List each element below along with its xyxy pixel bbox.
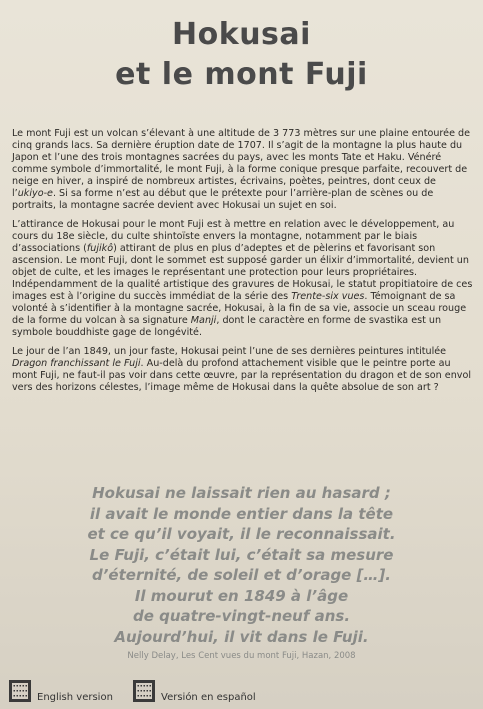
- italic-text-run: Manji: [190, 315, 217, 326]
- italic-text-run: Dragon franchissant le Fuji: [12, 358, 141, 369]
- text-run: . Témoignant de sa volonté à s’identifier à la montagne sacrée, Hokusai, à la fin de sa vie, associe un sceau rouge de la forme du volcan à sa signature: [12, 291, 467, 326]
- quote-line: il avait le monde entier dans la tête: [89, 504, 394, 523]
- quote-line: Il mourut en 1849 à l’âge: [134, 586, 349, 605]
- italic-text-run: ukiyo-e: [17, 188, 53, 199]
- italic-text-run: fujikô: [86, 243, 114, 254]
- quote-block: [0, 483, 483, 647]
- paragraph-1: [12, 128, 474, 212]
- qr-code-spanish-icon[interactable]: [133, 680, 155, 702]
- quote-line: d’éternité, de soleil et d’orage […].: [92, 566, 391, 584]
- panel-title-line-1: Hokusai: [172, 17, 311, 52]
- italic-text-run: Trente-six vues: [291, 291, 365, 302]
- text-run: Le mont Fuji est un volcan s’élevant à une altitude de 3 773 mètres sur une plaine entourée de cinq grands lacs. Sa dernière éruption date de 1707. Il s’agit de la montagne la plus haute du Japon et l’une des trois montagnes sacrées du pays, avec les monts Tate et Haku. Vénéré comme symbole d’immortalité, le mont Fuji, à la forme conique presque parfaite, recouvert de neige en hiver, a inspiré de nombreux artistes, écrivains, poètes, peintres, dont ceux de l’: [12, 128, 471, 199]
- text-run: L’attirance de Hokusai pour le mont Fuji est à mettre en relation avec le développement, au cours du 18e siècle, du culte shintoïste envers la montagne, notamment par le biais d’associations (: [12, 219, 455, 254]
- english-version-link[interactable]: English version: [37, 692, 113, 703]
- text-run: . Si sa forme n’est au début que le prétexte pour l’arrière-plan de scènes ou de portraits, la montagne sacrée devient avec Hokusai un sujet en soi.: [12, 188, 434, 211]
- panel-title-line-2: et le mont Fuji: [115, 57, 368, 92]
- quote-line: de quatre-vingt-neuf ans.: [132, 607, 351, 625]
- text-run: , dont le caractère en forme de svastika est un symbole bouddhiste gage de longévité.: [12, 315, 442, 338]
- paragraph-2: [12, 219, 474, 339]
- body-text: [12, 128, 474, 401]
- quote-line: Le Fuji, c’était lui, c’était sa mesure: [89, 545, 394, 564]
- paragraph-3: [12, 346, 474, 394]
- quote-line: et ce qu’il voyait, il le reconnaissait.: [87, 525, 396, 543]
- quote-line: Hokusai ne laissait rien au hasard ;: [92, 484, 391, 502]
- spanish-version-link[interactable]: Versión en español: [161, 692, 256, 703]
- text-run: Le jour de l’an 1849, un jour faste, Hokusai peint l’une de ses dernières peintures intitulée: [12, 346, 447, 357]
- quote-citation: Nelly Delay, Les Cent vues du mont Fuji, Hazan, 2008: [127, 651, 356, 661]
- qr-code-english-icon[interactable]: [9, 680, 31, 702]
- text-run: ) attirant de plus en plus d’adeptes et de pèlerins et favorisant son ascension. Le mont Fuji, dont le sommet est supposé garder un élixir d’immortalité, devient un objet de culte, et les images le représentant une protection pour leurs propriétaires. Indépendamment de la qualité artistique des gravures de Hokusai, le statut propitiatoire de ces images est à l’origine du succès immédiat de la série des: [12, 243, 473, 302]
- quote-line: Aujourd’hui, il vit dans le Fuji.: [114, 627, 369, 646]
- text-run: . Au-delà du profond attachement visible que le peintre porte au mont Fuji, ne faut-il pas voir dans cette œuvre, par la représentation du dragon et de son envol vers des horizons célestes, l’image même de Hokusai dans la quête absolue de son art ?: [12, 358, 472, 393]
